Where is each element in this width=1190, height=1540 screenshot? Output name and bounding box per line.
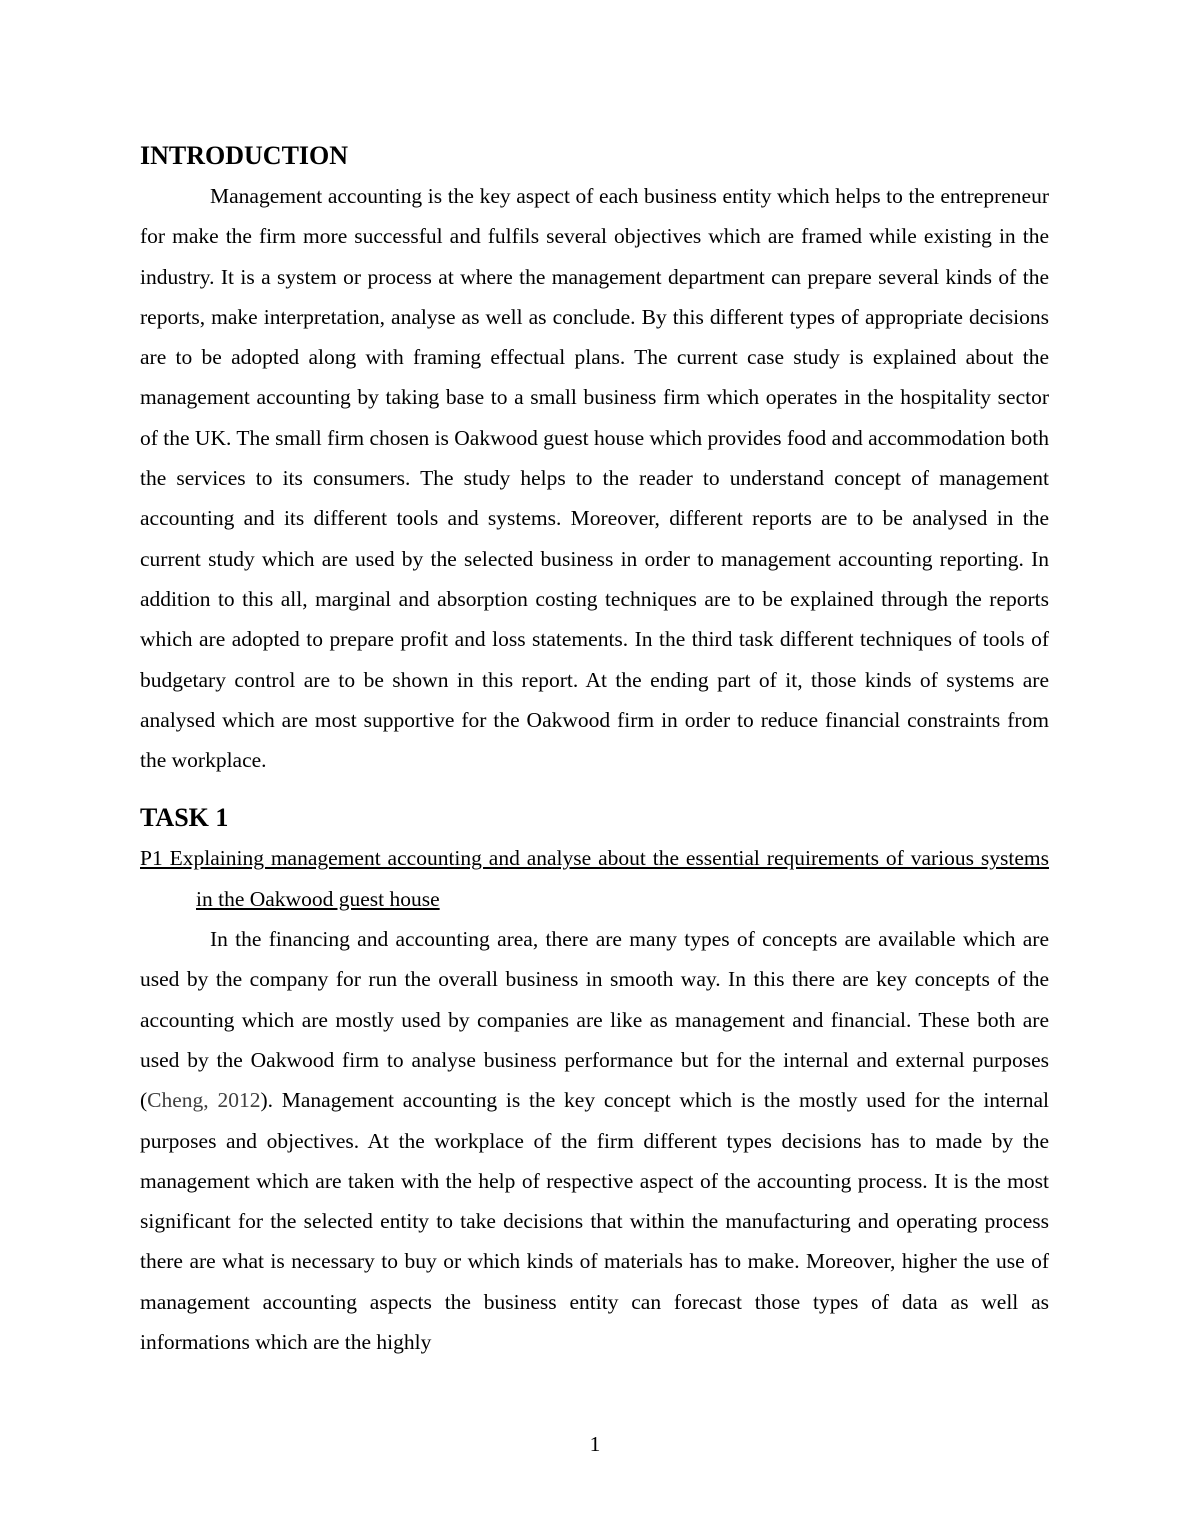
page-number: 1	[589, 1432, 601, 1456]
page-content	[140, 138, 1049, 1362]
task-1-paragraph	[140, 919, 1049, 1362]
citation-reference: Cheng, 2012	[147, 1088, 261, 1113]
introduction-paragraph: Management accounting is the key aspect of each business entity which helps to the entrepreneur for make the firm more successful and fulfils several objectives which are framed while existing in the industry. It is a system or process at where the management department can prepare several kinds of the reports, make interpretation, analyse as well as conclude. By this different types of appropriate decisions are to be adopted along with framing effectual plans. The current case study is explained about the management accounting by taking base to a small business firm which operates in the hospitality sector of the UK. The small firm chosen is Oakwood guest house which provides food and accommodation both the services to its consumers. The study helps to the reader to understand concept of management accounting and its different tools and systems. Moreover, different reports are to be analysed in the current study which are used by the selected business in order to management accounting reporting. In addition to this all, marginal and absorption costing techniques are to be explained through the reports which are adopted to prepare profit and loss statements. In the third task different techniques of tools of budgetary control are to be shown in this report. At the ending part of it, those kinds of systems are analysed which are most supportive for the Oakwood firm in order to reduce financial constraints from the workplace.	[140, 184, 1049, 773]
task-1-paragraph-text-start: In the financing and accounting area, there are many types of concepts are available which are used by the company for run the overall business in smooth way. In this there are key concepts of the accounting which are mostly used by companies are like as management and financial. These both are used by the Oakwood firm to analyse business performance but for the internal and external purposes (	[140, 927, 1049, 1113]
task-1-paragraph-text-end: ). Management accounting is the key concept which is the mostly used for the internal purposes and objectives. At the workplace of the firm different types decisions has to made by the management which are taken with the help of respective aspect of the accounting process. It is the most significant for the selected entity to take decisions that within the manufacturing and operating process there are what is necessary to buy or which kinds of materials has to make. Moreover, higher the use of management accounting aspects the business entity can forecast those types of data as well as informations which are the highly	[140, 1088, 1049, 1355]
introduction-heading: INTRODUCTION	[140, 141, 349, 170]
task-1-heading: TASK 1	[140, 803, 229, 833]
task-1-subheading: P1 Explaining management accounting and analyse about the essential requirements of various systems in the Oakwood guest house	[140, 846, 1049, 911]
